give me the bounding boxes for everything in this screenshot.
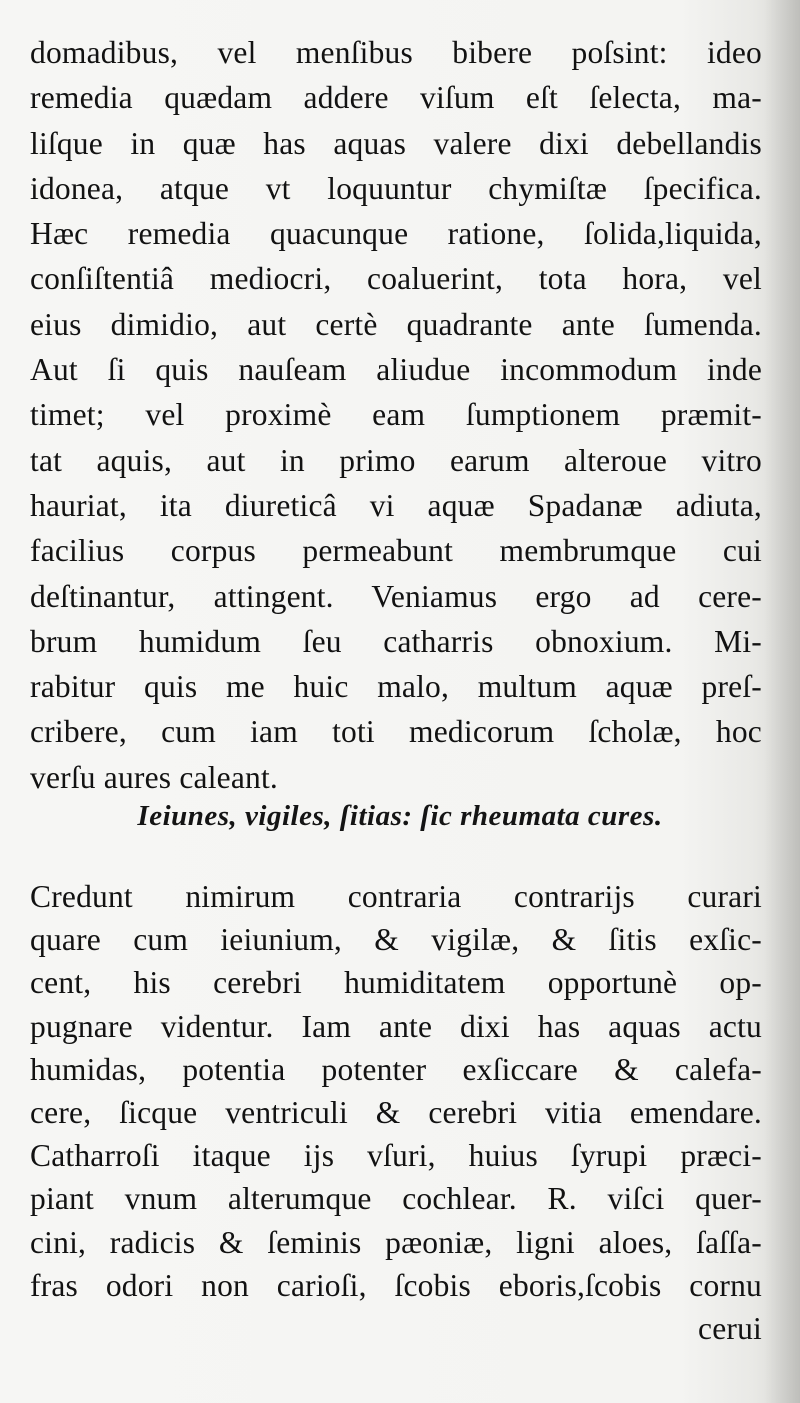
verse-quotation: Ieiunes, vigiles, ſitias: ſic rheumata cures. (137, 800, 663, 832)
text-line: rabitur quis me huic malo, multum aquæ preſ- (30, 669, 762, 705)
catchword: cerui (698, 1310, 762, 1346)
text-line: Aut ſi quis nauſeam aliudue incommodum inde (30, 352, 762, 388)
text-line: deſtinantur, attingent. Veniamus ergo ad cere- (30, 578, 762, 614)
text-line: cere, ſicque ventriculi & cerebri vitia emendare. (30, 1094, 762, 1130)
page-gutter-shadow (764, 0, 800, 1403)
text-line: quare cum ieiunium, & vigilæ, & ſitis exſic- (30, 922, 762, 958)
text-line: domadibus, vel menſibus bibere poſsint: ideo (30, 35, 762, 70)
text-line: tat aquis, aut in primo earum alteroue vitro (30, 442, 762, 478)
text-line: hauriat, ita diureticâ vi aquæ Spadanæ adiuta, (30, 487, 762, 523)
text-line: conſiſtentiâ mediocri, coaluerint, tota hora, vel (30, 261, 762, 297)
text-line: facilius corpus permeabunt membrumque cui (30, 533, 762, 569)
text-line: cent, his cerebri humiditatem opportunè op- (30, 965, 762, 1001)
paragraph-2 (30, 875, 762, 1350)
text-line: fras odori non carioſi, ſcobis eboris,ſcobis cornu (30, 1267, 762, 1303)
text-line: timet; vel proximè eam ſumptionem præmit- (30, 397, 762, 433)
text-line: cribere, cum iam toti medicorum ſcholæ, hoc (30, 714, 762, 750)
text-line: Credunt nimirum contraria contrarijs curari (30, 879, 762, 914)
text-line: pugnare videntur. Iam ante dixi has aquas actu (30, 1008, 762, 1044)
text-line: humidas, potentia potenter exſiccare & calefa- (30, 1051, 762, 1087)
text-line: Catharroſi itaque ijs vſuri, huius ſyrupi præci- (30, 1138, 762, 1174)
text-line: eius dimidio, aut certè quadrante ante ſumenda. (30, 306, 762, 342)
text-line: piant vnum alterumque cochlear. R. viſci quer- (30, 1181, 762, 1217)
text-line: cini, radicis & ſeminis pæoniæ, ligni aloes, ſaſſa- (30, 1224, 762, 1260)
text-line: brum humidum ſeu catharris obnoxium. Mi- (30, 623, 762, 659)
text-line: Hæc remedia quacunque ratione, ſolida,liquida, (30, 216, 762, 252)
text-line: liſque in quæ has aquas valere dixi debellandis (30, 125, 762, 161)
text-line: idonea, atque vt loquuntur chymiſtæ ſpecifica. (30, 170, 762, 206)
text-line: remedia quædam addere viſum eſt ſelecta, ma- (30, 80, 762, 116)
paragraph-1 (30, 30, 762, 800)
text-line: verſu aures caleant. (30, 759, 278, 795)
